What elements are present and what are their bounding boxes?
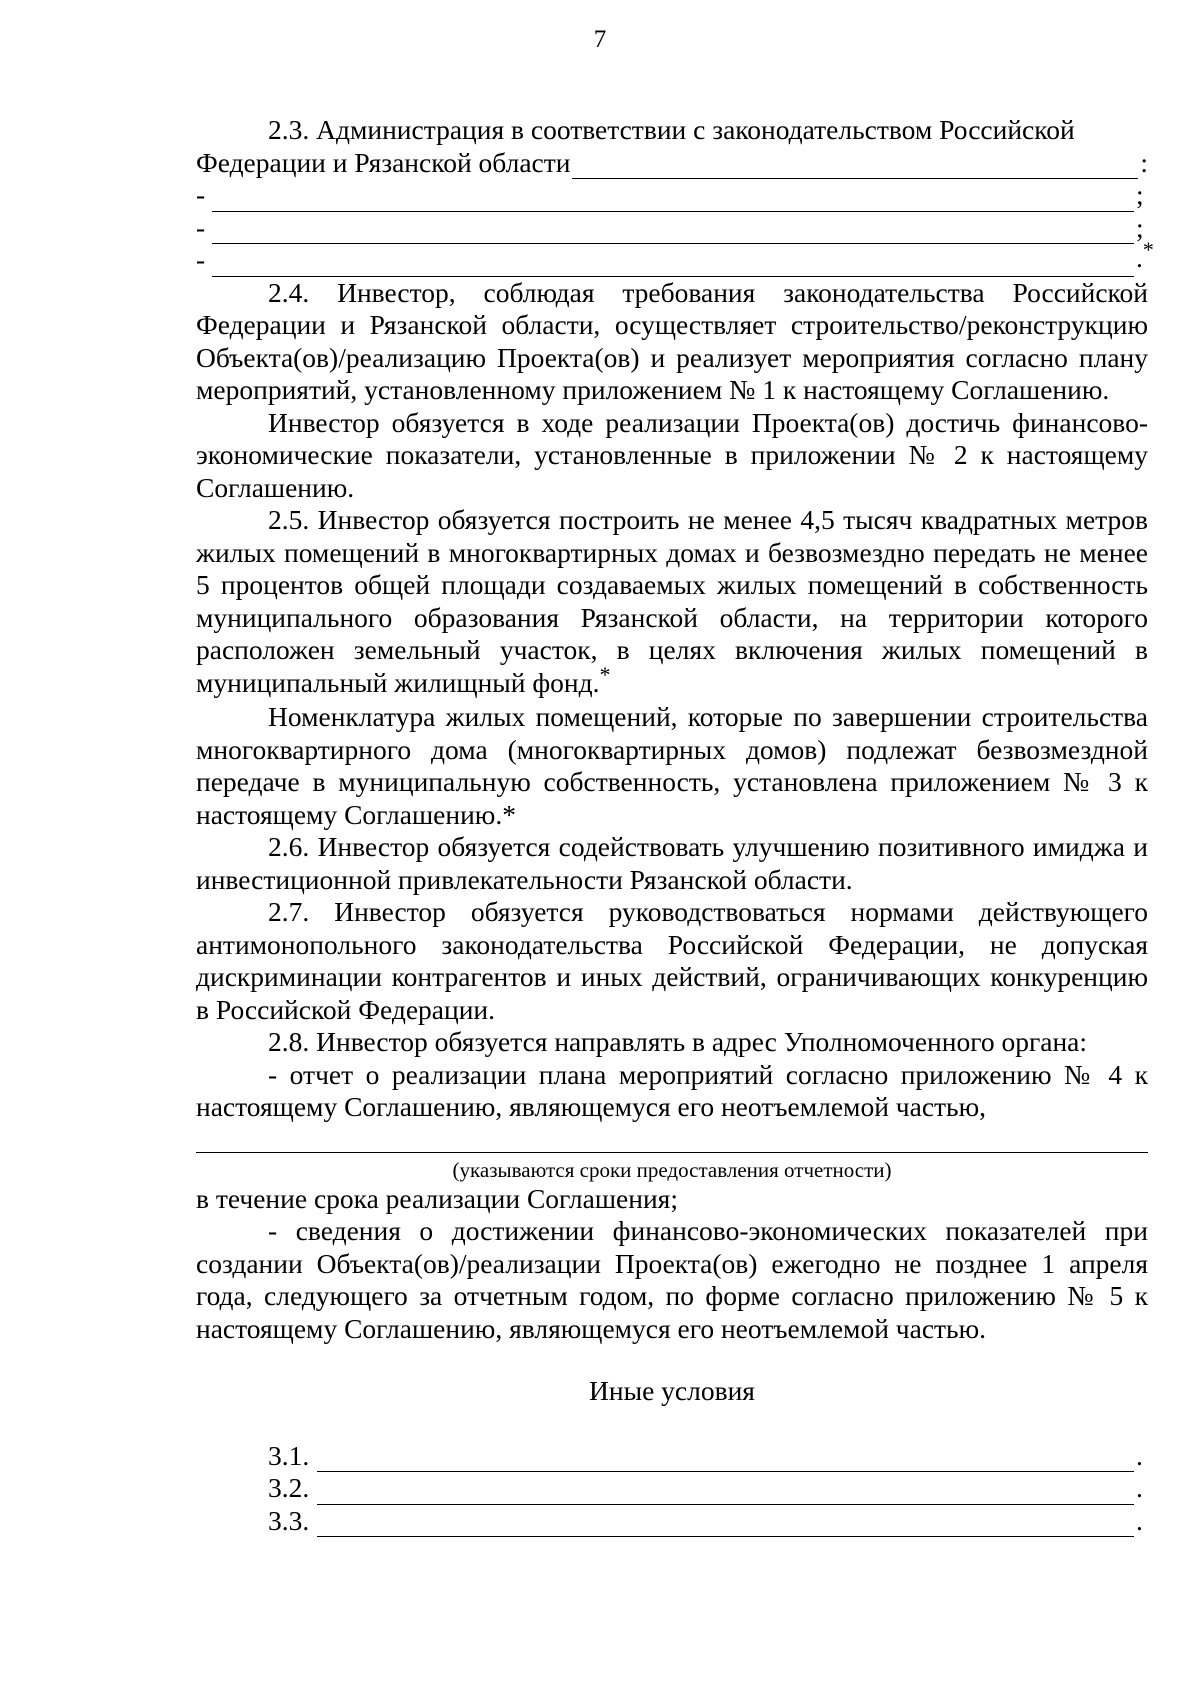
clause-2-5: 2.5. Инвестор обязуется построить не менее 4,5 тысяч квадратных метров жилых помещений в многоквартирных домах и безвозмездно передать не менее 5 процентов общей площади создаваемых жилых помещений в собственность муниципального образования Рязанской области, на территории которого расположен земельный участок, в целях включения жилых помещений в муниципальный жилищный фонд.*: [196, 504, 1148, 698]
clause-2-8-indicators-item: - сведения о достижении финансово-экономических показателей при создании Объекта(ов)/реализации Проекта(ов) ежегодно не позднее 1 апреля года, следующего за отчетным годом, по форме согласно приложению № 5 к настоящему Соглашению, являющемуся его неотъемлемой частью.: [196, 1215, 1148, 1344]
blank-item-row: [196, 179, 1148, 212]
punct: .: [1136, 1472, 1143, 1503]
clause-2-3-text-cont: Федерации и Рязанской области: [196, 146, 571, 178]
clause-2-8: 2.8. Инвестор обязуется направлять в адрес Уполномоченного органа:: [268, 1026, 1088, 1057]
item-dash: -: [196, 211, 206, 243]
punct: :: [1140, 146, 1148, 178]
blank-item-row: [196, 212, 1148, 245]
clause-2-8-report-item: - отчет о реализации плана мероприятий согласно приложению № 4 к настоящему Соглашению, являющемуся его неотъемлемой частью,: [196, 1058, 1148, 1122]
item-dash: -: [196, 179, 206, 210]
clause-2-6: 2.6. Инвестор обязуется содействовать улучшению позитивного имиджа и инвестиционной привлекательности Рязанской области.: [196, 831, 1148, 895]
item-dash: -: [196, 244, 206, 275]
clause-2-3: 2.3. Администрация в соответствии с законодательством Российской: [268, 114, 1075, 145]
blank-item-row: [196, 237, 1154, 277]
condition-row: [196, 1472, 1148, 1505]
other-conditions-list: [196, 1440, 1148, 1538]
condition-number: 3.3.: [268, 1504, 310, 1536]
punct: .: [1136, 1439, 1143, 1471]
clause-2-8-report-item-end: в течение срока реализации Соглашения;: [196, 1182, 678, 1214]
punct: ;: [1136, 179, 1144, 210]
blank-line: [212, 219, 1134, 244]
punct: .*: [1136, 237, 1154, 273]
condition-number: 3.2.: [268, 1472, 310, 1503]
blank-line: [212, 187, 1134, 212]
condition-number: 3.1.: [268, 1439, 310, 1471]
condition-row: [196, 1505, 1148, 1538]
blank-line: [317, 1447, 1134, 1472]
field-caption: (указываются сроки предоставления отчетности): [196, 1152, 1148, 1183]
clause-2-4-obligation: Инвестор обязуется в ходе реализации Проекта(ов) достичь финансово-экономические показатели, установленные в приложении № 2 к настоящему Соглашению.: [196, 406, 1148, 503]
condition-row: [196, 1440, 1148, 1473]
footnote-mark: *: [1142, 237, 1154, 262]
page-number: 7: [593, 26, 607, 53]
punct: .: [1136, 1504, 1143, 1536]
blank-line: [317, 1512, 1134, 1537]
clause-2-4: 2.4. Инвестор, соблюдая требования законодательства Российской Федерации и Рязанской области, осуществляет строительство/реконструкцию Объекта(ов)/реализацию Проекта(ов) и реализует мероприятия согласно плану мероприятий, установленному приложением № 1 к настоящему Соглашению.: [196, 276, 1148, 405]
blank-line: [317, 1480, 1134, 1505]
document-body: [196, 114, 1154, 1537]
section-heading: Иные условия: [589, 1375, 755, 1406]
clause-2-5-nomenclature: Номенклатура жилых помещений, которые по завершении строительства многоквартирного дома (многоквартирных домов) подлежат безвозмездной передаче в муниципальную собственность, установлена приложением № 3 к настоящему Соглашению.*: [196, 701, 1148, 830]
clause-2-7: 2.7. Инвестор обязуется руководствоваться нормами действующего антимонопольного законодательства Российской Федерации, не допуская дискриминации контрагентов и иных действий, ограничивающих конкуренцию в Российской Федерации.: [196, 896, 1148, 1025]
blank-line: [572, 154, 1138, 179]
clause-2-3-line: [196, 147, 1148, 180]
blank-line: [212, 252, 1134, 277]
footnote-mark: *: [599, 661, 611, 687]
punct: ;: [1136, 211, 1144, 243]
